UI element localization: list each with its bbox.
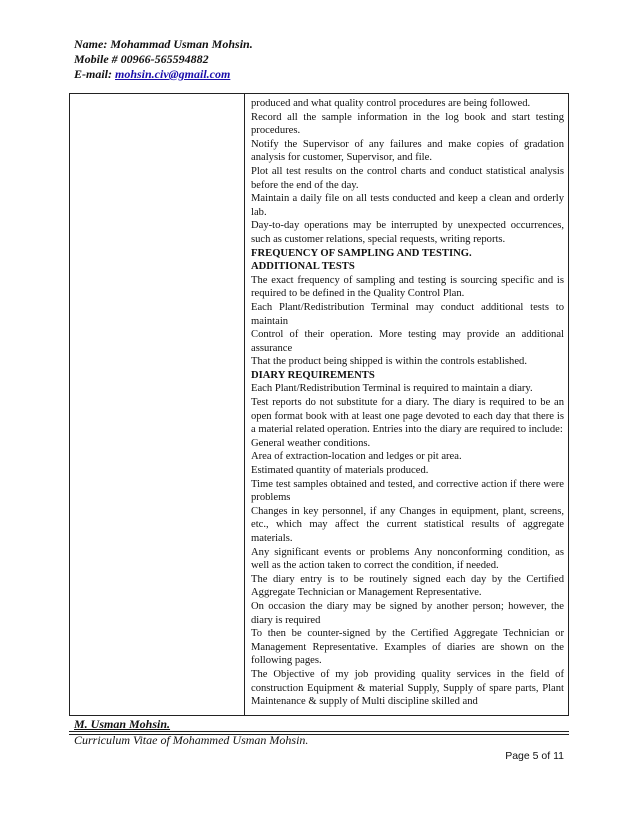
name-line: Name: Mohammad Usman Mohsin. [74, 37, 253, 51]
paragraph-line: Control of their operation. More testing may provide an additional assurance [251, 329, 564, 354]
content-table [69, 93, 569, 716]
footer-rule-thick [69, 731, 569, 732]
paragraph-line: Test reports do not substitute for a diary. The diary is required to be an open format book with at least one page devoted to each day that there is a material related operation. Entries into the diary are required to include: [251, 397, 564, 436]
paragraph-line: That the product being shipped is within the controls established. [251, 356, 527, 368]
paragraph-line: Notify the Supervisor of any failures and make copies of gradation analysis for customer, Supervisor, and file. [251, 138, 564, 164]
section-heading: ADDITIONAL TESTS [251, 261, 355, 273]
footer-name: M. Usman Mohsin. [74, 717, 171, 731]
page-number: Page 5 of 11 [505, 750, 564, 762]
paragraph-line: Maintain a daily file on all tests conducted and keep a clean and orderly lab. [251, 193, 564, 218]
mobile-line: Mobile # 00966-565594882 [74, 52, 209, 66]
paragraph-line: Day-to-day operations may be interrupted by unexpected occurrences, such as customer relations, special requests, writing reports. [251, 220, 564, 245]
paragraph-line: Record all the sample information in the log book and start testing procedures. [251, 111, 564, 137]
email-label: E-mail: [74, 67, 115, 81]
email-link[interactable]: mohsin.civ@gmail.com [115, 67, 231, 81]
section-heading: FREQUENCY OF SAMPLING AND TESTING. [251, 247, 472, 259]
right-column-text [251, 97, 564, 709]
header [74, 37, 253, 82]
paragraph-line: Plot all test results on the control charts and conduct statistical analysis before the end of the day. [251, 165, 564, 191]
footer-cv-line: Curriculum Vitae of Mohammed Usman Mohsin. [74, 733, 309, 747]
email-line [74, 67, 253, 82]
paragraph-line: Changes in key personnel, if any Changes in equipment, plant, screens, etc., which may affect the current statistical results of aggregate materials. [251, 505, 564, 544]
paragraph-line: Estimated quantity of materials produced. [251, 465, 429, 477]
section-heading: DIARY REQUIREMENTS [251, 369, 375, 381]
paragraph-line: The Objective of my job providing quality services in the field of construction Equipment & material Supply, Supply of spare parts, Plant Maintenance & supply of Multi discipline skilled and [251, 668, 564, 708]
column-divider [244, 94, 245, 715]
paragraph-line: General weather conditions. [251, 437, 371, 449]
paragraph-line: Area of extraction-location and ledges or pit area. [251, 451, 462, 463]
paragraph-line: produced and what quality control procedures are being followed. [251, 98, 531, 109]
paragraph-line: The diary entry is to be routinely signed each day by the Certified Aggregate Technician or Management Representative. [251, 573, 564, 599]
paragraph-line: Each Plant/Redistribution Terminal may conduct additional tests to maintain [251, 301, 564, 327]
paragraph-line: Each Plant/Redistribution Terminal is required to maintain a diary. [251, 383, 533, 395]
paragraph-line: Any significant events or problems Any nonconforming condition, as well as the action taken to correct the condition, if needed. [251, 546, 564, 572]
paragraph-line: On occasion the diary may be signed by another person; however, the diary is required [251, 600, 564, 626]
paragraph-line: Time test samples obtained and tested, and corrective action if there were problems [251, 478, 564, 504]
paragraph-line: The exact frequency of sampling and testing is sourcing specific and is required to be defined in the Quality Control Plan. [251, 274, 564, 300]
paragraph-line: To then be counter-signed by the Certified Aggregate Technician or Management Representative. Examples of diaries are shown on the following pages. [251, 628, 564, 667]
